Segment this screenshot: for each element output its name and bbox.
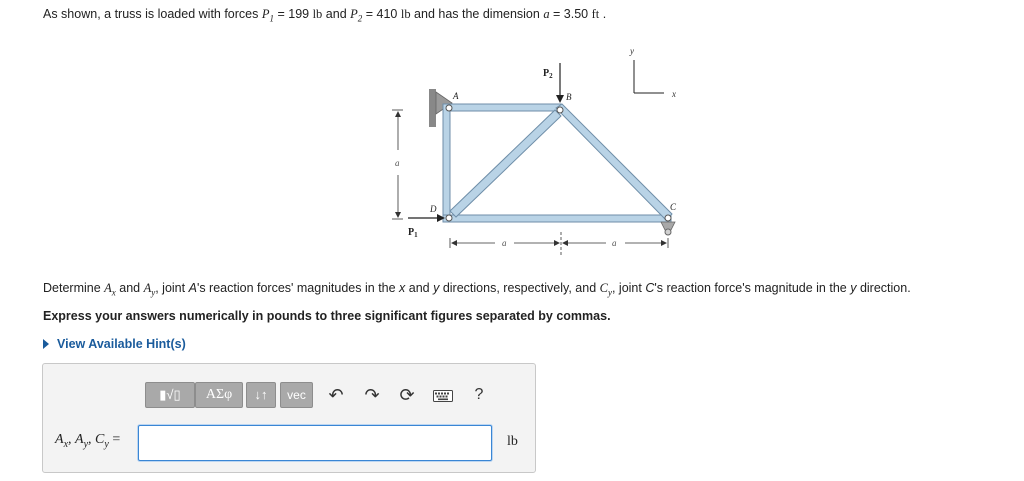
unit-lb: lb [312,7,323,21]
unit-lb: lb [400,7,411,21]
cy-symbol: $C_y$ [599,281,612,298]
answer-variable-label: $A_x$, $A_y$, $C_y$ = [55,432,121,450]
a-value: = 3.50 [549,7,592,21]
p2-symbol: $P_2$ [350,7,363,24]
label-a-vertical: a [395,158,400,168]
reset-icon[interactable]: ⟳ [399,385,415,405]
pin-c [665,215,671,221]
instructions-text: Express your answers numerically in pounds to three significant figures separated by commas. [43,309,611,323]
ax-symbol: $A_x$ [104,281,116,298]
p1-label: $P_1$ [408,227,418,239]
greek-symbols-button[interactable]: ΑΣφ [195,382,243,408]
pin-b [557,107,563,113]
expand-triangle-icon [43,339,49,349]
label-a: A [453,91,459,101]
roller-c [665,229,671,235]
answer-input[interactable] [138,425,492,461]
member-ab [443,104,561,111]
arrows-button[interactable]: ↓↑ [246,382,276,408]
member-dc [443,215,671,222]
y-axis-label: y [630,46,634,56]
p2-arrow-head [556,95,564,103]
member-ad [443,104,450,222]
label-c: C [670,202,677,212]
hint-link-label: View Available Hint(s) [57,337,186,351]
problem-statement: As shown, a truss is loaded with forces $P_1 = 199$ lb and $P_2 = 410$ lb and has the dimension a = 3.50 ft . [43,7,607,24]
templates-button[interactable]: ▮√▯ [145,382,195,408]
label-a-bottom-2: a [612,238,617,248]
p1-symbol: $P_1$ [261,7,274,24]
wall-support [429,89,436,127]
undo-icon[interactable]: ↶ [328,385,344,405]
truss-members [443,104,672,222]
member-db [450,110,561,217]
p2-value: = 410 [362,7,401,21]
pin-a [446,105,452,111]
unit-ft: ft [591,7,600,21]
question-text: Determine $A_x$ and $A_y$, joint A's reaction forces' magnitudes in the x and y directions, respectively, and $C_y$, joint C's reaction force's magnitude in the y direction. [43,281,911,298]
a-symbol: a [543,7,550,21]
dimension-horizontal [450,232,668,256]
pin-d [446,215,452,221]
p2-label: $P_2$ [543,68,553,80]
redo-icon[interactable]: ↷ [364,385,380,405]
label-a-bottom-1: a [502,238,507,248]
label-b: B [566,92,572,102]
problem-text: As shown, a truss is loaded with forces [43,7,262,21]
x-axis-label: x [672,89,676,99]
vector-button[interactable]: vec [280,382,313,408]
p1-value: = 199 [274,7,313,21]
label-d: D [430,204,437,214]
view-hints-link[interactable] [43,337,186,351]
keyboard-icon[interactable] [431,382,455,408]
member-bc [556,104,672,220]
truss-diagram [380,40,710,265]
answer-unit: lb [507,434,518,449]
help-icon[interactable]: ? [474,386,484,403]
ay-symbol: $A_y$ [143,281,156,298]
